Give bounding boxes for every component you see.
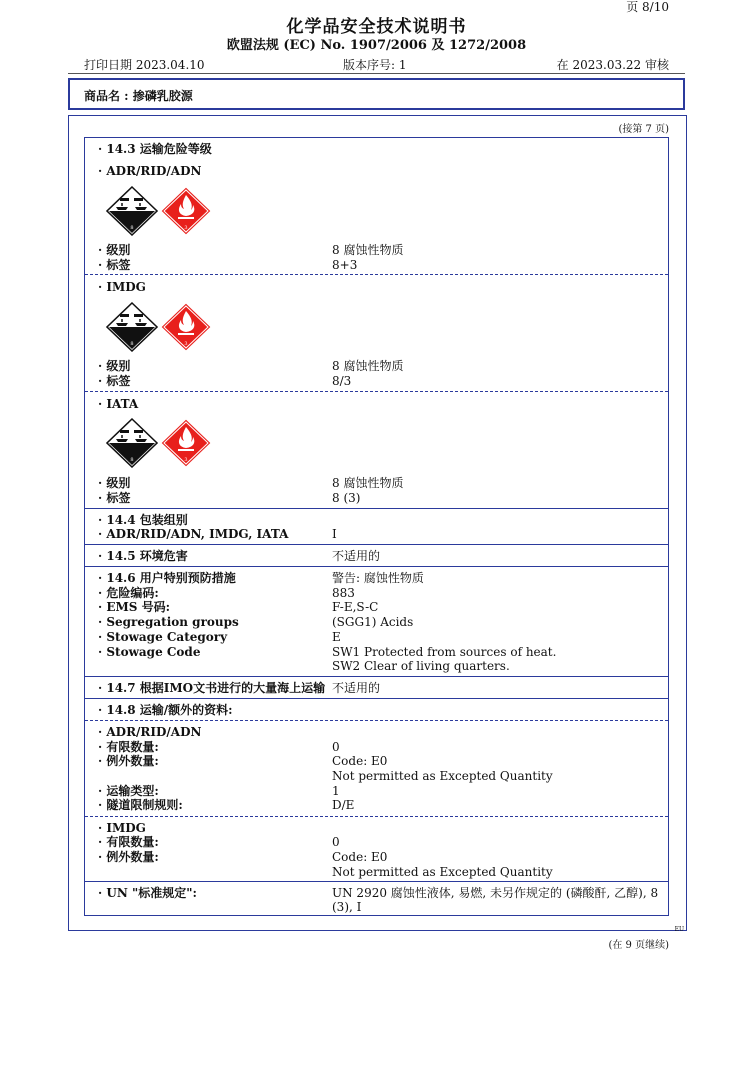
s143-heading: · 14.3 运输危险等级 <box>98 142 212 156</box>
s146-label: · Stowage Code <box>98 645 201 659</box>
corrosive-icon <box>106 418 158 468</box>
s146-value: SW1 Protected from sources of heat. <box>332 645 557 659</box>
s144-label: · ADR/RID/ADN, IMDG, IATA <box>98 527 289 541</box>
s148-adr-value: D/E <box>332 798 355 812</box>
continued-from: (接第 7 页) <box>618 124 669 135</box>
s148-adr-label: · 运输类型: <box>98 784 159 798</box>
s147-label: · 14.7 根据IMO文书进行的大量海上运输 <box>98 681 326 695</box>
s143-iata-class-value: 8 腐蚀性物质 <box>332 476 404 490</box>
flammable-icon <box>160 302 212 352</box>
version-number: 版本序号: 1 <box>343 58 407 72</box>
s143-adr-class-label: · 级别 <box>98 243 131 257</box>
product-name: 商品名 : 掺磷乳胶源 <box>84 89 193 103</box>
s148-adr-title: · ADR/RID/ADN <box>98 725 202 739</box>
s148-adr-label: · 有限数量: <box>98 740 159 754</box>
product-name-box <box>68 78 685 110</box>
svg-text:8: 8 <box>130 225 134 231</box>
s146-value: 警告: 腐蚀性物质 <box>332 571 424 585</box>
s148-adr-value: 0 <box>332 740 340 754</box>
divider <box>85 816 668 817</box>
s147-value: 不适用的 <box>332 681 381 695</box>
document-subtitle: 欧盟法规 (EC) No. 1907/2006 及 1272/2008 <box>226 38 527 53</box>
s148-imdg-value: Not permitted as Excepted Quantity <box>332 865 553 879</box>
page-number: 页 8/10 <box>626 0 669 14</box>
header-rule <box>68 73 685 74</box>
s143-imdg-label-label: · 标签 <box>98 374 131 388</box>
continued-to: (在 9 页继续) <box>608 940 669 951</box>
s148-adr-value: Not permitted as Excepted Quantity <box>332 769 553 783</box>
s148-imdg-value: Code: E0 <box>332 850 388 864</box>
divider <box>85 720 668 721</box>
s148-heading: · 14.8 运输/额外的资料: <box>98 703 233 717</box>
s146-label: · EMS 号码: <box>98 600 171 614</box>
flammable-icon <box>160 186 212 236</box>
s146-label: · 14.6 用户特别预防措施 <box>98 571 236 585</box>
s148-imdg-label: · 例外数量: <box>98 850 159 864</box>
svg-text:8: 8 <box>130 341 134 347</box>
divider <box>85 881 668 882</box>
s146-label: · Segregation groups <box>98 615 239 629</box>
s143-iata-title: · IATA <box>98 397 139 411</box>
s146-value: F-E,S-C <box>332 600 379 614</box>
flammable-icon <box>160 418 212 468</box>
s143-iata-label-value: 8 (3) <box>332 491 361 505</box>
s143-adr-label-value: 8+3 <box>332 258 358 272</box>
s143-adr-class-value: 8 腐蚀性物质 <box>332 243 404 257</box>
s143-imdg-title: · IMDG <box>98 280 146 294</box>
s148-imdg-value: 0 <box>332 835 340 849</box>
divider <box>85 544 668 545</box>
s146-value: E <box>332 630 341 644</box>
s143-imdg-class-value: 8 腐蚀性物质 <box>332 359 404 373</box>
divider <box>85 698 668 699</box>
document-title: 化学品安全技术说明书 <box>286 17 467 37</box>
s148-adr-value: Code: E0 <box>332 754 388 768</box>
s144-heading: · 14.4 包装组别 <box>98 513 188 527</box>
svg-text:3: 3 <box>184 225 188 231</box>
s143-imdg-class-label: · 级别 <box>98 359 131 373</box>
corrosive-icon <box>106 302 158 352</box>
s148-adr-label: · 例外数量: <box>98 754 159 768</box>
eu-mark: EU <box>674 926 684 933</box>
s148-adr-value: 1 <box>332 784 340 798</box>
s143-iata-class-label: · 级别 <box>98 476 131 490</box>
divider <box>85 508 668 509</box>
s144-value: I <box>332 527 337 541</box>
iata-pictograms <box>106 418 212 468</box>
un-label: · UN "标准规定": <box>98 886 197 900</box>
s143-adr-title: · ADR/RID/ADN <box>98 164 202 178</box>
print-date: 打印日期 2023.04.10 <box>84 58 205 72</box>
svg-text:3: 3 <box>184 457 188 463</box>
svg-text:3: 3 <box>184 341 188 347</box>
s143-imdg-label-value: 8/3 <box>332 374 352 388</box>
corrosive-icon <box>106 186 158 236</box>
s146-label: · Stowage Category <box>98 630 228 644</box>
un-value: UN 2920 腐蚀性液体, 易燃, 未另作规定的 (磷酸酐, 乙醇), 8 (3), I <box>332 886 659 914</box>
divider <box>85 274 668 275</box>
s146-value: SW2 Clear of living quarters. <box>332 659 510 673</box>
s146-label: · 危险编码: <box>98 586 159 600</box>
s146-value: (SGG1) Acids <box>332 615 414 629</box>
s143-adr-label-label: · 标签 <box>98 258 131 272</box>
svg-text:8: 8 <box>130 457 134 463</box>
s148-adr-label: · 隧道限制规则: <box>98 798 183 812</box>
s146-value: 883 <box>332 586 355 600</box>
s143-iata-label-label: · 标签 <box>98 491 131 505</box>
adr-pictograms <box>106 186 212 236</box>
divider <box>85 676 668 677</box>
s145-label: · 14.5 环境危害 <box>98 549 188 563</box>
s148-imdg-label: · 有限数量: <box>98 835 159 849</box>
imdg-pictograms <box>106 302 212 352</box>
divider <box>85 391 668 392</box>
divider <box>85 566 668 567</box>
s145-value: 不适用的 <box>332 549 381 563</box>
s148-imdg-title: · IMDG <box>98 821 146 835</box>
review-date: 在 2023.03.22 审核 <box>556 58 669 72</box>
